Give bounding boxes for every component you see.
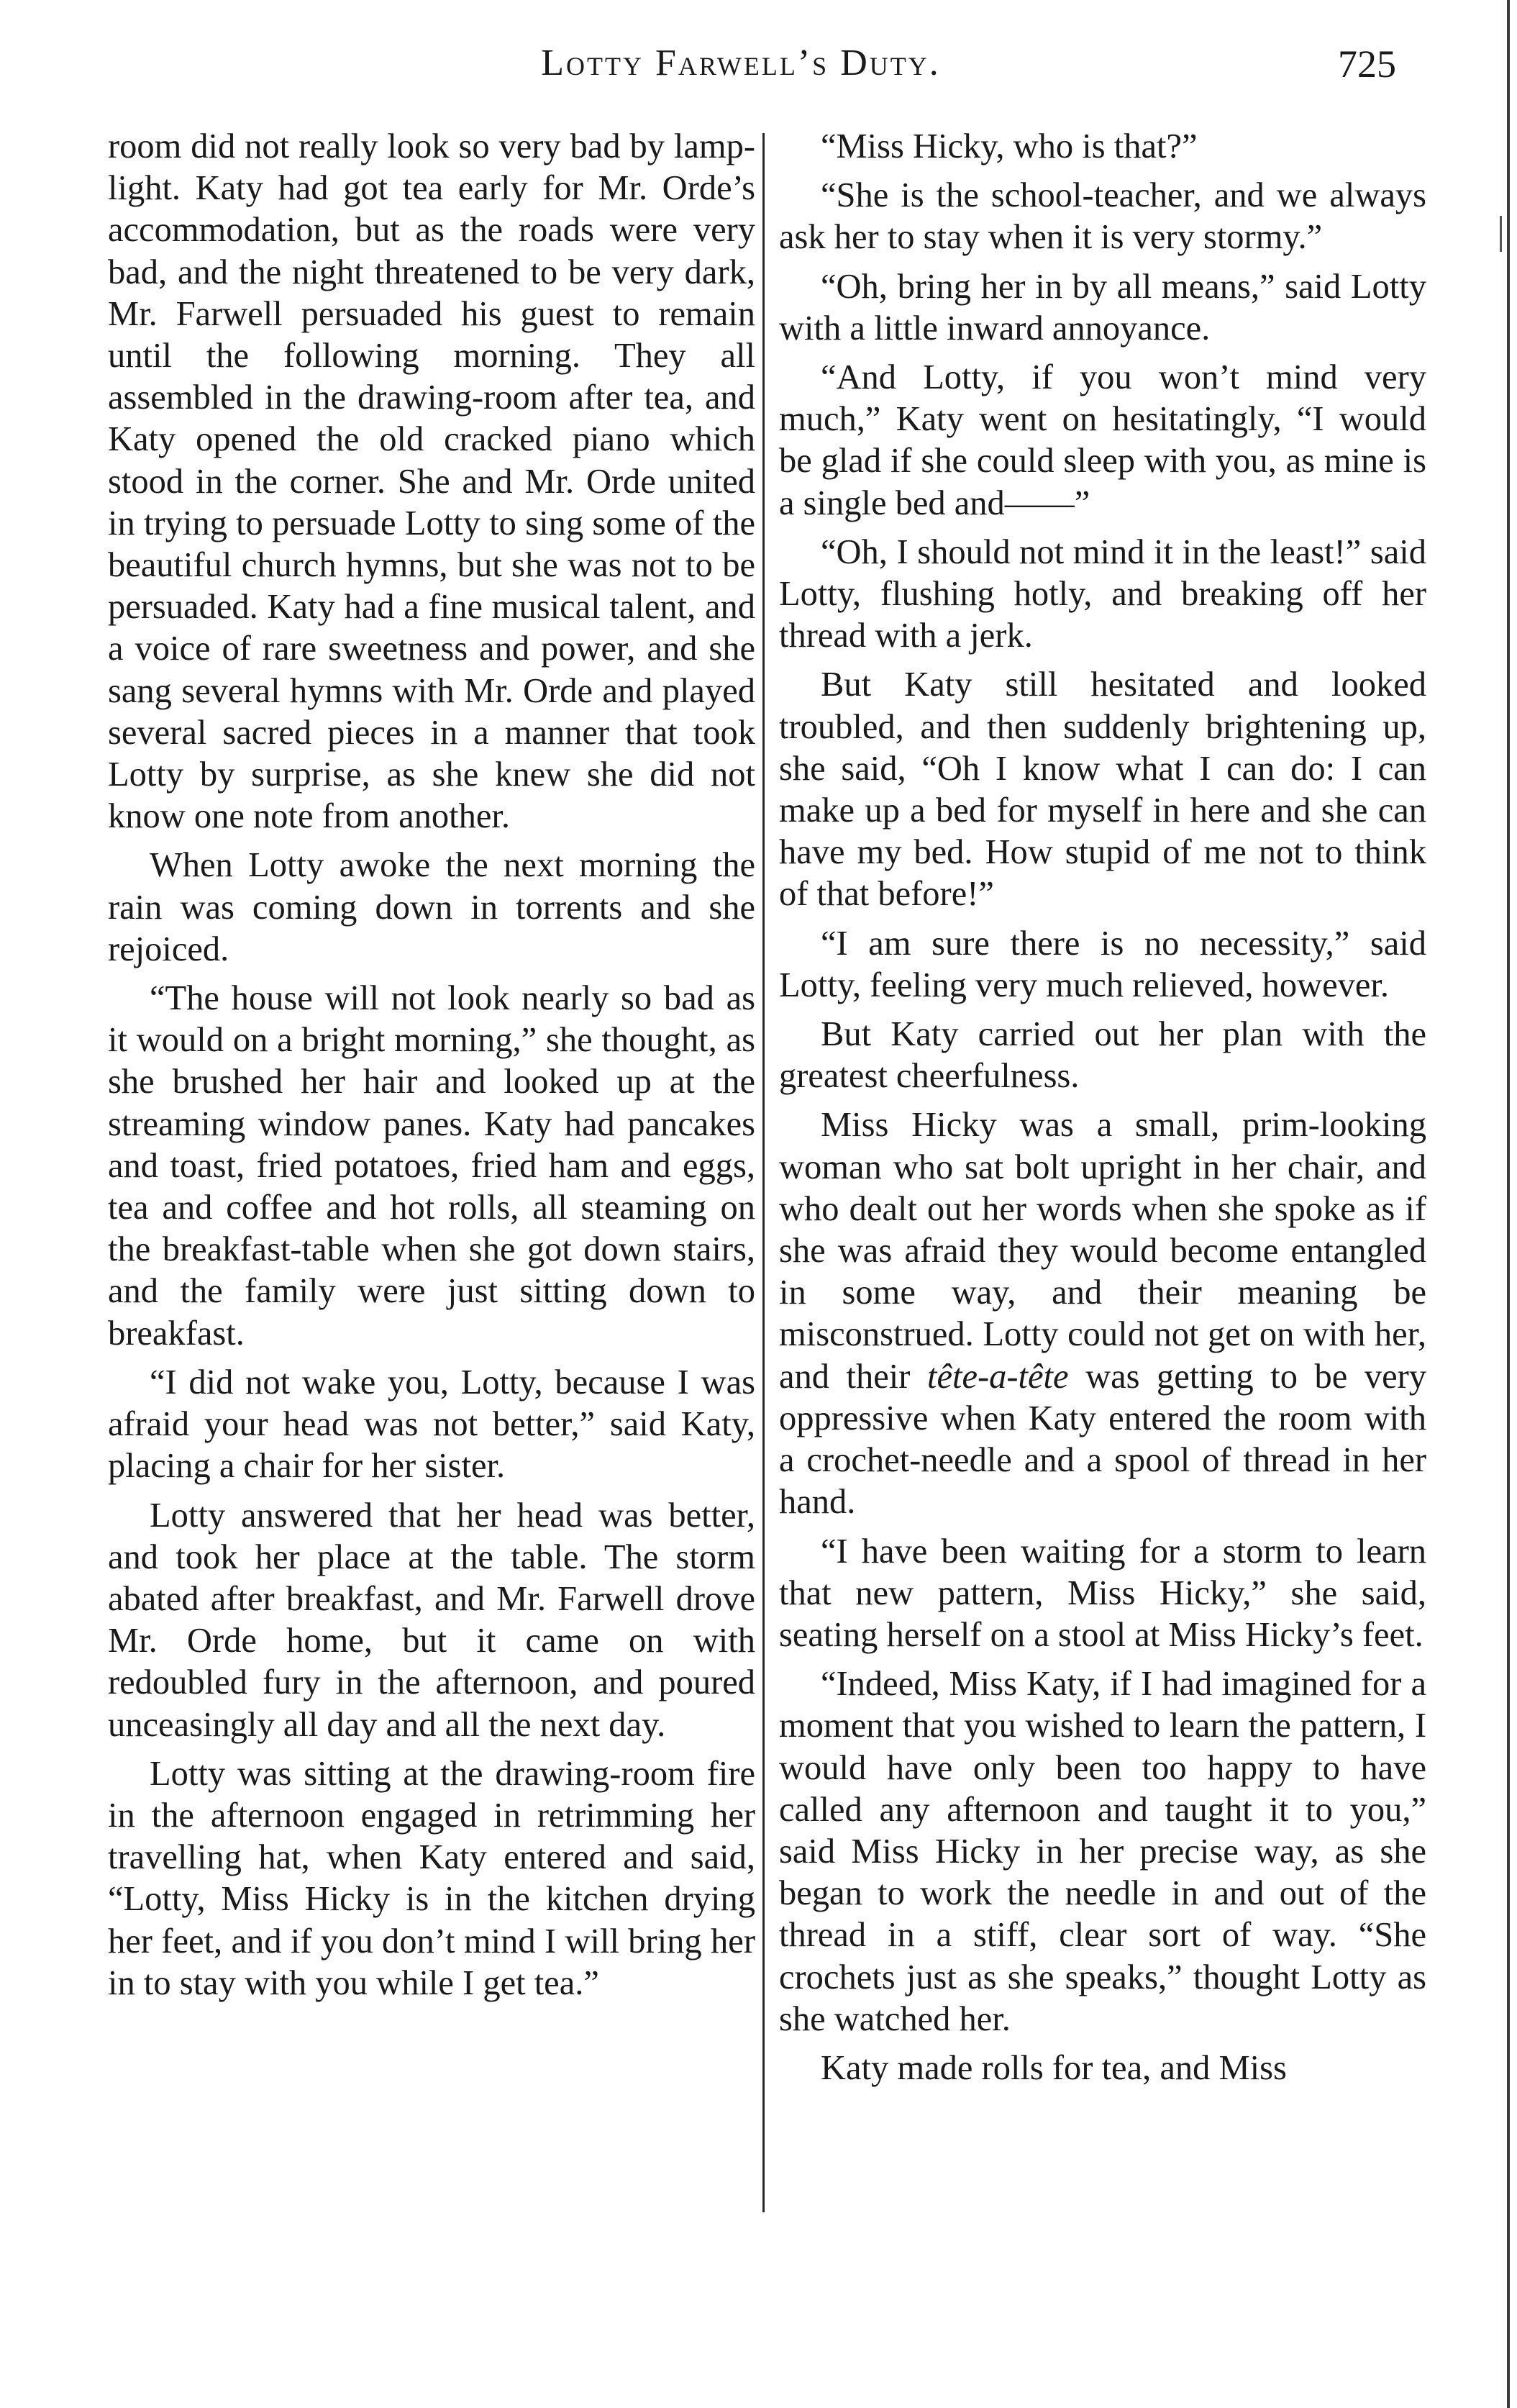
paragraph: “The house will not look nearly so bad as it would on a bright morning,” she thought, as she brushed her hair and looked up at the streaming window panes. Katy had pancakes and toast, fried potatoes, fried ham and eggs, tea and coffee and hot rolls, all steaming on the breakfast-table when she got down stairs, and the family were just sitting down to breakfast. xyxy=(108,979,755,1353)
paragraph: “I did not wake you, Lotty, because I was afraid your head was not better,” said Katy, placing a chair for her sister. xyxy=(108,1363,755,1486)
paragraph: “Indeed, Miss Katy, if I had imagined for a moment that you wished to learn the pattern, I would have only been too happy to have called any afternoon and taught it to you,” said Miss Hicky in her precise way, as she began to work the needle in and out of the thread in a stiff, clear sort of way. “She crochets just as she speaks,” thought Lotty as she watched her. xyxy=(779,1665,1426,2038)
running-title: Lotty Farwell’s Duty. xyxy=(541,42,941,83)
text-run: was getting to be very oppressive when Katy entered the room with a crochet-needle and a spool of thread in her hand. xyxy=(779,1357,1426,1522)
paragraph: “Miss Hicky, who is that?” xyxy=(821,127,1198,165)
text-run: Miss Hicky was a small, prim-looking woman who sat bolt upright in her chair, and who dealt out her words when she spoke as if she was afraid they would become entangled in some way, and their meaning be misconstrued. Lotty could not get on with her, and their xyxy=(779,1106,1426,1396)
paragraph: “I am sure there is no necessity,” said Lotty, feeling very much relieved, however. xyxy=(779,924,1426,1004)
paragraph: When Lotty awoke the next morning the rain was coming down in torrents and she rejoiced. xyxy=(108,846,755,968)
paragraph: “She is the school-teacher, and we always ask her to stay when it is very stormy.” xyxy=(779,176,1426,257)
paragraph: But Katy still hesitated and looked troubled, and then suddenly brightening up, she said, “Oh I know what I can do: I can make up a bed for myself in here and she can have my bed. How stupid of me not to think of that before!” xyxy=(779,665,1426,914)
page-header xyxy=(0,35,1517,106)
paragraph: But Katy carried out her plan with the greatest cheerfulness. xyxy=(779,1015,1426,1096)
paragraph: “Oh, I should not mind it in the least!” said Lotty, flushing hotly, and breaking off her thread with a jerk. xyxy=(779,532,1426,655)
column-divider xyxy=(762,133,765,2212)
italic-phrase: tête-a-tête xyxy=(926,1357,1069,1396)
paragraph: Lotty answered that her head was better, and took her place at the table. The storm abated after breakfast, and Mr. Farwell drove Mr. Orde home, but it came on with redoubled fury in the afternoon, and poured unceasingly all day and all the next day. xyxy=(108,1496,755,1744)
edge-mark xyxy=(1500,216,1502,252)
page-number: 725 xyxy=(1338,42,1396,86)
left-column xyxy=(108,126,755,2012)
right-column xyxy=(779,126,1426,2096)
paragraph: room did not really look so very bad by lamp-light. Katy had got tea early for Mr. Orde’s accommodation, but as the roads were very bad, and the night threatened to be very dark, Mr. Farwell persuaded his guest to remain until the following morning. They all assembled in the drawing-room after tea, and Katy opened the old cracked piano which stood in the corner. She and Mr. Orde united in trying to persuade Lotty to sing some of the beautiful church hymns, but she was not to be persuaded. Katy had a fine musical talent, and a voice of rare sweetness and power, and she sang several hymns with Mr. Orde and played several sacred pieces in a manner that took Lotty by surprise, as she knew she did not know one note from another. xyxy=(108,127,755,836)
paragraph xyxy=(779,1104,1426,1523)
paragraph: “And Lotty, if you won’t mind very much,” Katy went on hesitatingly, “I would be glad if she could sleep with you, as mine is a single bed and——” xyxy=(779,358,1426,522)
page-edge xyxy=(1507,0,1510,2408)
paragraph: Katy made rolls for tea, and Miss xyxy=(821,2048,1287,2087)
paragraph: “I have been waiting for a storm to learn that new pattern, Miss Hicky,” she said, seating herself on a stool at Miss Hicky’s feet. xyxy=(779,1532,1426,1654)
paragraph: Lotty was sitting at the drawing-room fire in the afternoon engaged in retrimming her travelling hat, when Katy entered and said, “Lotty, Miss Hicky is in the kitchen drying her feet, and if you don’t mind I will bring her in to stay with you while I get tea.” xyxy=(108,1754,755,2002)
paragraph: “Oh, bring her in by all means,” said Lotty with a little inward annoyance. xyxy=(779,267,1426,347)
